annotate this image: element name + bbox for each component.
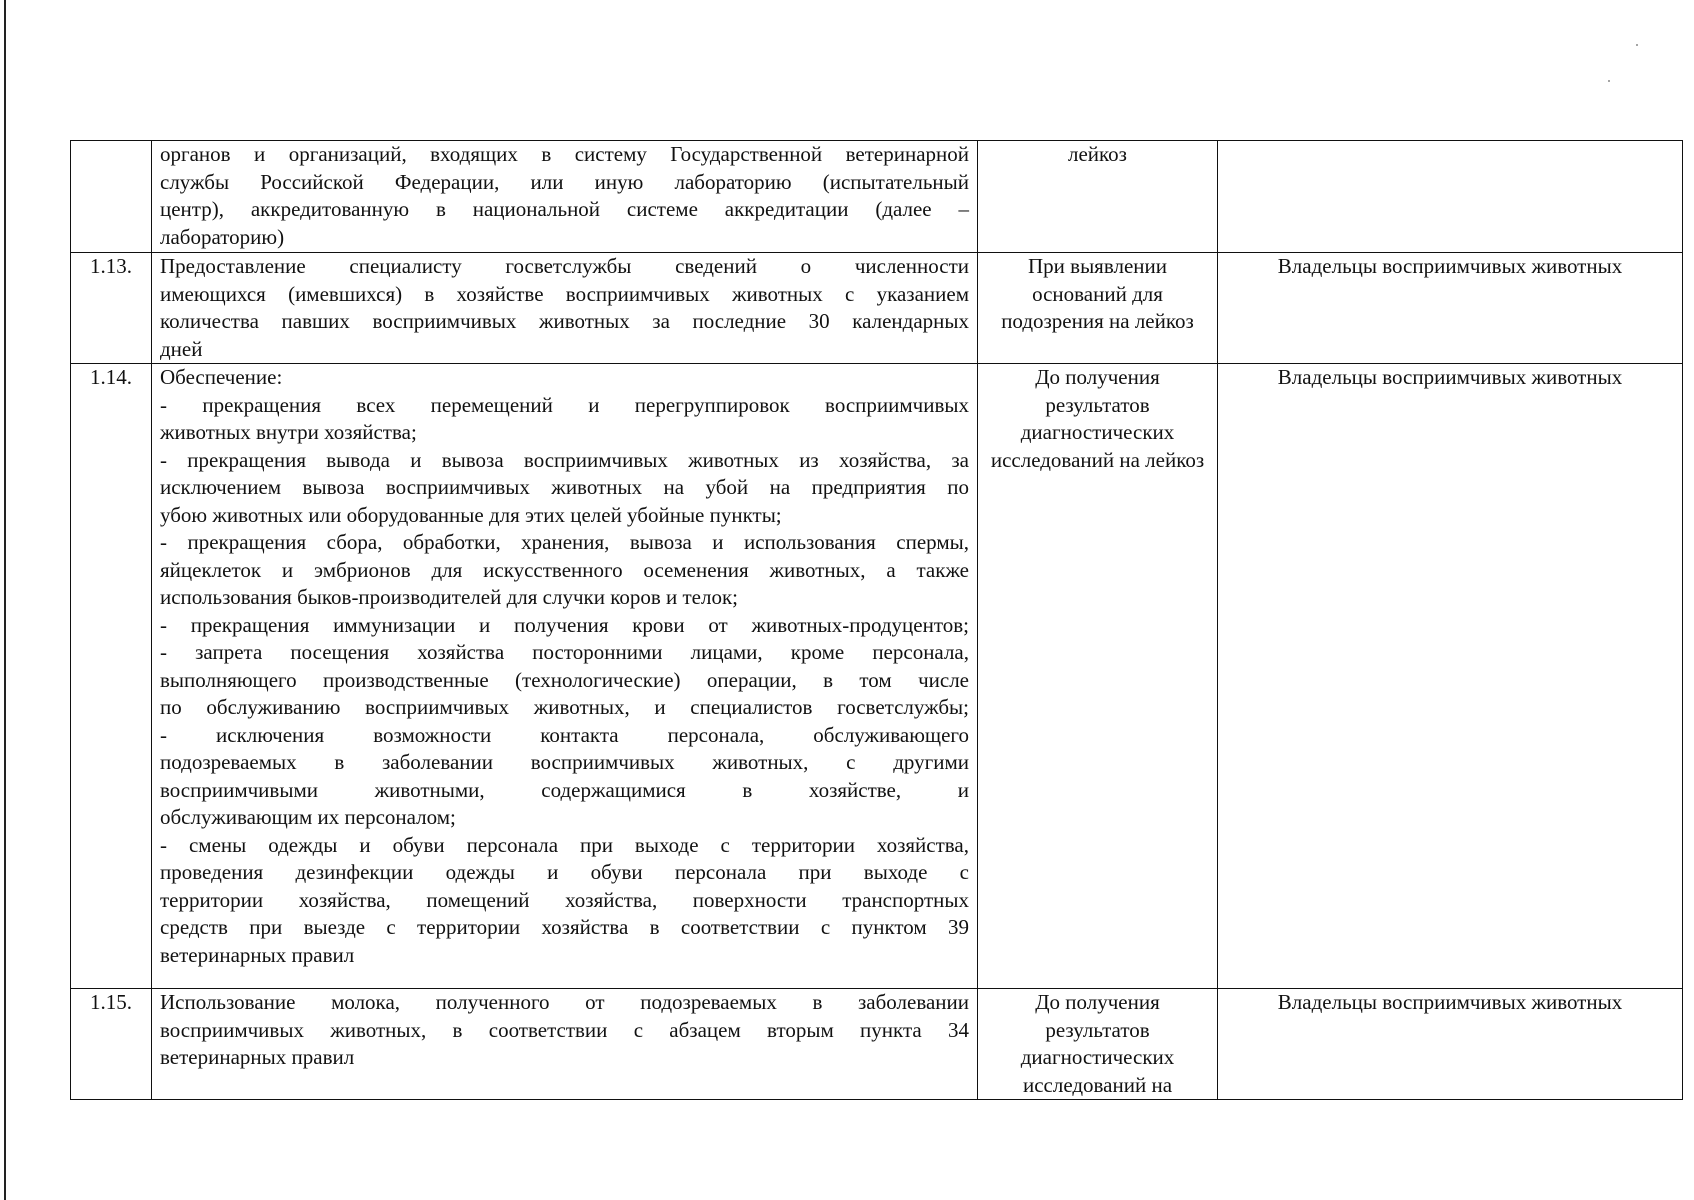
table-row [71,141,1683,253]
page-left-edge [4,0,6,1200]
scan-speck [1608,80,1610,82]
table-row [71,253,1683,364]
row-action: Обеспечение: - прекращения всех перемещений и перегруппировок восприимчивых животных внутри хозяйства; - прекращения вывода и вывоза восприимчивых животных из хозяйства, за исключением вывоза восприимчивых животных на убой на предприятия по убою животных или оборудованные для этих целей убойные пункты; - прекращения сбора, обработки, хранения, вывоза и использования спермы, яйцеклеток и эмбрионов для искусственного осеменения животных, а также использования быков-производителей для случки коров и телок; - прекращения иммунизации и получения крови от животных-продуцентов; - запрета посещения хозяйства посторонними лицами, кроме персонала, выполняющего производственные (технологические) операции, в том числе по обслуживанию восприимчивых животных, и специалистов госветслужбы; - исключения возможности контакта персонала, обслуживающего подозреваемых в заболевании восприимчивых животных, с другими восприимчивыми животными, содержащимися в хозяйстве, и обслуживающим их персоналом; - смены одежды и обуви персонала при выходе с территории хозяйства, проведения дезинфекции одежды и обуви персонала при выходе с территории хозяйства, помещений хозяйства, поверхности транспортных средств при выезде с территории хозяйства в соответствии с пунктом 39 ветеринарных правил [152,364,978,989]
scan-speck [1636,44,1638,46]
row-term: До получения результатов диагностических исследований на [978,989,1218,1100]
measures-table [70,140,1683,1100]
row-responsible: Владельцы восприимчивых животных [1218,253,1683,364]
row-responsible: Владельцы восприимчивых животных [1218,989,1683,1100]
row-responsible: Владельцы восприимчивых животных [1218,364,1683,989]
row-number: 1.15. [71,989,152,1100]
row-number: 1.13. [71,253,152,364]
row-number [71,141,152,253]
row-responsible [1218,141,1683,253]
table-row [71,364,1683,989]
row-number: 1.14. [71,364,152,989]
row-action: органов и организаций, входящих в систему Государственной ветеринарной службы Российской Федерации, или иную лабораторию (испытательный центр), аккредитованную в национальной системе аккредитации (далее – лабораторию) [152,141,978,253]
row-action: Использование молока, полученного от подозреваемых в заболевании восприимчивых животных, в соответствии с абзацем вторым пункта 34 ветеринарных правил [152,989,978,1100]
table-row [71,989,1683,1100]
row-action: Предоставление специалисту госветслужбы сведений о численности имеющихся (имевшихся) в хозяйстве восприимчивых животных с указанием количества павших восприимчивых животных за последние 30 календарных дней [152,253,978,364]
row-term: При выявлении оснований для подозрения на лейкоз [978,253,1218,364]
row-term: лейкоз [978,141,1218,253]
row-term: До получения результатов диагностических исследований на лейкоз [978,364,1218,989]
